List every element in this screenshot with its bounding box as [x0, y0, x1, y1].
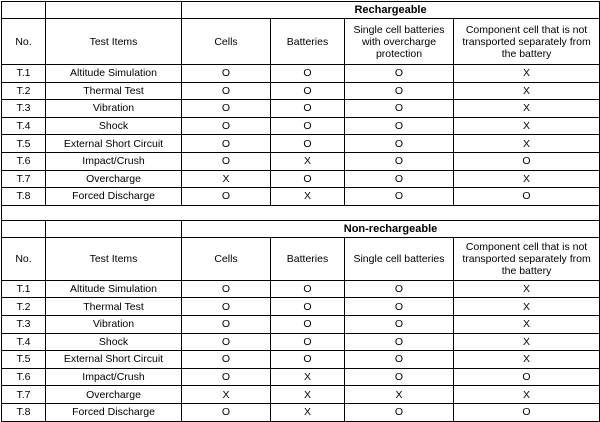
cell-no: T.5 [2, 135, 46, 153]
header-cells: Cells [182, 19, 271, 65]
cell-no: T.7 [2, 170, 46, 188]
cell-component: X [454, 82, 600, 100]
cell-cells: X [182, 170, 271, 188]
cell-batteries: X [271, 188, 345, 206]
cell-no: T.8 [2, 403, 46, 421]
cell-component: X [454, 315, 600, 333]
cell-test-item: Vibration [46, 315, 182, 333]
cell-no: T.3 [2, 315, 46, 333]
cell-cells: O [182, 152, 271, 170]
cell-cells: O [182, 403, 271, 421]
cell-batteries: O [271, 170, 345, 188]
table-row [2, 65, 600, 83]
cell-single: O [345, 333, 454, 351]
cell-test-item: Altitude Simulation [46, 65, 182, 83]
cell-single: O [345, 280, 454, 298]
cell-test-item: Forced Discharge [46, 403, 182, 421]
cell-single: O [345, 188, 454, 206]
cell-cells: O [182, 100, 271, 118]
cell-test-item: Forced Discharge [46, 188, 182, 206]
blank-cell [2, 2, 46, 19]
cell-no: T.1 [2, 65, 46, 83]
table-row [2, 100, 600, 118]
header-test-items: Test Items [46, 19, 182, 65]
table-row [2, 280, 600, 298]
cell-cells: O [182, 117, 271, 135]
cell-no: T.6 [2, 368, 46, 386]
cell-batteries: O [271, 117, 345, 135]
table-body [2, 2, 600, 422]
cell-component: X [454, 170, 600, 188]
cell-test-item: Overcharge [46, 170, 182, 188]
cell-test-item: Shock [46, 117, 182, 135]
cell-cells: O [182, 280, 271, 298]
blank-cell [46, 2, 182, 19]
header-component-cell: Component cell that is not transported separately from the battery [454, 19, 600, 65]
section-separator-row [2, 205, 600, 220]
cell-test-item: External Short Circuit [46, 351, 182, 369]
cell-component: X [454, 100, 600, 118]
cell-no: T.8 [2, 188, 46, 206]
cell-cells: X [182, 386, 271, 404]
cell-no: T.1 [2, 280, 46, 298]
table-row [2, 368, 600, 386]
cell-component: X [454, 298, 600, 316]
cell-single: O [345, 351, 454, 369]
cell-single: O [345, 135, 454, 153]
cell-cells: O [182, 188, 271, 206]
cell-batteries: X [271, 152, 345, 170]
separator-cell [2, 205, 600, 220]
header-single-cell-overcharge: Single cell batteries with overcharge protection [345, 19, 454, 65]
header-single-cell: Single cell batteries [345, 237, 454, 280]
cell-single: O [345, 117, 454, 135]
table-row [2, 386, 600, 404]
cell-batteries: O [271, 298, 345, 316]
cell-no: T.2 [2, 298, 46, 316]
cell-test-item: External Short Circuit [46, 135, 182, 153]
table-row [2, 315, 600, 333]
cell-single: O [345, 65, 454, 83]
cell-component: O [454, 152, 600, 170]
header-component-cell: Component cell that is not transported separately from the battery [454, 237, 600, 280]
table-row [2, 333, 600, 351]
rechargeable-section-title: Rechargeable [182, 2, 600, 19]
cell-batteries: O [271, 65, 345, 83]
cell-single: O [345, 298, 454, 316]
header-batteries: Batteries [271, 237, 345, 280]
cell-no: T.6 [2, 152, 46, 170]
cell-batteries: O [271, 135, 345, 153]
cell-batteries: X [271, 386, 345, 404]
header-no: No. [2, 237, 46, 280]
cell-cells: O [182, 333, 271, 351]
table-row [2, 152, 600, 170]
cell-component: X [454, 117, 600, 135]
cell-cells: O [182, 82, 271, 100]
header-test-items: Test Items [46, 237, 182, 280]
cell-cells: O [182, 135, 271, 153]
cell-no: T.7 [2, 386, 46, 404]
cell-batteries: O [271, 333, 345, 351]
cell-component: X [454, 386, 600, 404]
table-row [2, 135, 600, 153]
non-rechargeable-title-row [2, 220, 600, 237]
cell-component: O [454, 403, 600, 421]
cell-no: T.4 [2, 117, 46, 135]
cell-single: O [345, 82, 454, 100]
cell-no: T.3 [2, 100, 46, 118]
cell-cells: O [182, 298, 271, 316]
cell-component: X [454, 135, 600, 153]
cell-batteries: O [271, 82, 345, 100]
cell-component: X [454, 351, 600, 369]
cell-cells: O [182, 351, 271, 369]
table-row [2, 298, 600, 316]
cell-cells: O [182, 315, 271, 333]
cell-component: X [454, 280, 600, 298]
rechargeable-header-row [2, 19, 600, 65]
table-row [2, 170, 600, 188]
cell-batteries: O [271, 351, 345, 369]
blank-cell [46, 220, 182, 237]
header-cells: Cells [182, 237, 271, 280]
table-row [2, 82, 600, 100]
cell-single: O [345, 152, 454, 170]
cell-component: O [454, 368, 600, 386]
cell-no: T.5 [2, 351, 46, 369]
cell-batteries: O [271, 100, 345, 118]
cell-single: O [345, 100, 454, 118]
cell-batteries: O [271, 315, 345, 333]
cell-batteries: O [271, 280, 345, 298]
blank-cell [2, 220, 46, 237]
non-rechargeable-header-row [2, 237, 600, 280]
cell-single: O [345, 170, 454, 188]
cell-single: X [345, 386, 454, 404]
cell-component: X [454, 333, 600, 351]
cell-test-item: Shock [46, 333, 182, 351]
cell-no: T.2 [2, 82, 46, 100]
cell-single: O [345, 403, 454, 421]
cell-test-item: Thermal Test [46, 82, 182, 100]
cell-cells: O [182, 65, 271, 83]
header-no: No. [2, 19, 46, 65]
cell-test-item: Thermal Test [46, 298, 182, 316]
battery-test-table [1, 1, 600, 422]
table-row [2, 117, 600, 135]
cell-test-item: Overcharge [46, 386, 182, 404]
cell-component: X [454, 65, 600, 83]
cell-test-item: Impact/Crush [46, 368, 182, 386]
cell-no: T.4 [2, 333, 46, 351]
cell-single: O [345, 315, 454, 333]
cell-test-item: Impact/Crush [46, 152, 182, 170]
cell-component: O [454, 188, 600, 206]
table-row [2, 351, 600, 369]
cell-batteries: X [271, 368, 345, 386]
table-row [2, 403, 600, 421]
table-row [2, 188, 600, 206]
cell-test-item: Altitude Simulation [46, 280, 182, 298]
header-batteries: Batteries [271, 19, 345, 65]
cell-test-item: Vibration [46, 100, 182, 118]
cell-cells: O [182, 368, 271, 386]
rechargeable-title-row [2, 2, 600, 19]
non-rechargeable-section-title: Non-rechargeable [182, 220, 600, 237]
cell-batteries: X [271, 403, 345, 421]
cell-single: O [345, 368, 454, 386]
